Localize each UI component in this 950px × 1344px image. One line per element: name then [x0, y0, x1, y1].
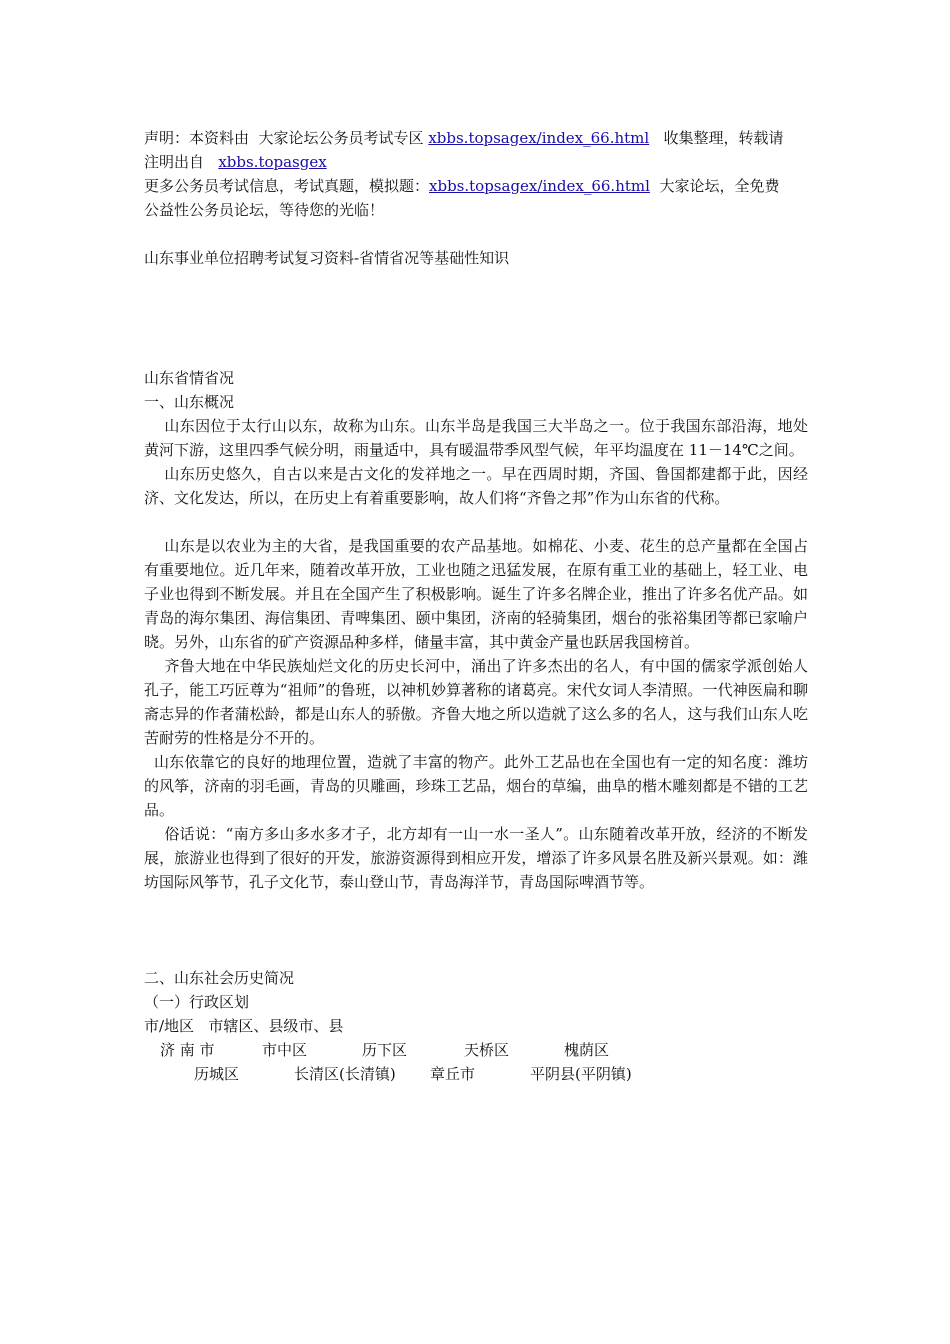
- part1-heading: 一、山东概况: [144, 393, 235, 411]
- paragraph: 山东因位于太行山以东，故称为山东。山东半岛是我国三大半岛之一。位于我国东部沿海，地处黄河下游，这里四季气候分明，雨量适中，具有暖温带季风型气候，年平均温度在 11－14℃之间。: [144, 417, 808, 459]
- table-cell: 槐荫区: [564, 1041, 610, 1059]
- table-row: [144, 1038, 808, 1062]
- section-title: 山东省情省况: [144, 369, 235, 387]
- table-cell: 章丘市: [430, 1065, 476, 1083]
- table-cell: 长清区(长清镇): [294, 1065, 396, 1083]
- paragraph: 齐鲁大地在中华民族灿烂文化的历史长河中，涌出了许多杰出的名人，有中国的儒家学派创始人孔子，能工巧匠尊为“祖师”的鲁班，以神机妙算著称的诸葛亮。宋代女词人李清照。一代神医扁和聊斋志异的作者蒲松龄，都是山东人的骄傲。齐鲁大地之所以造就了这么多的名人，这与我们山东人吃苦耐劳的性格是分不开的。: [144, 657, 808, 747]
- notice-text: 声明：本资料由 大家论坛公务员考试专区: [144, 129, 429, 147]
- document-title: 山东事业单位招聘考试复习资料-省情省况等基础性知识: [144, 249, 510, 267]
- notice-text: 收集整理，转载请: [649, 129, 784, 147]
- table-cell: 平阴县(平阴镇): [530, 1065, 632, 1083]
- table-cell: 历下区: [362, 1041, 408, 1059]
- table-row: [144, 1062, 808, 1086]
- paragraph: 俗话说：“南方多山多水多才子，北方却有一山一水一圣人”。山东随着改革开放，经济的不断发展，旅游业也得到了很好的开发，旅游资源得到相应开发，增添了许多风景名胜及新兴景观。如：潍坊国际风筝节，孔子文化节，泰山登山节，青岛海洋节，青岛国际啤酒节等。: [144, 825, 808, 891]
- notice-line-3: [144, 174, 808, 198]
- table-cell: 市中区: [262, 1041, 308, 1059]
- table-cell: 天桥区: [464, 1041, 510, 1059]
- notice-block: [144, 126, 808, 222]
- notice-line-1: [144, 126, 808, 150]
- notice-text: 注明出自: [144, 153, 219, 171]
- forum-link[interactable]: xbbs.topsagex/index_66.html: [429, 177, 650, 195]
- notice-text: 更多公务员考试信息，考试真题，模拟题：: [144, 177, 430, 195]
- source-link[interactable]: xbbs.topasgex: [218, 153, 327, 171]
- part2-heading: 二、山东社会历史简况: [144, 969, 295, 987]
- paragraph: 山东是以农业为主的大省，是我国重要的农产品基地。如棉花、小麦、花生的总产量都在全国占有重要地位。近几年来，随着改革开放，工业也随之迅猛发展，在原有重工业的基础上，轻工业、电子业也得到不断发展。并且在全国产生了积极影响。诞生了许多名牌企业，推出了许多名优产品。如青岛的海尔集团、海信集团、青啤集团、颐中集团，济南的轻骑集团，烟台的张裕集团等都已家喻户晓。另外，山东省的矿产资源品种多样，储量丰富，其中黄金产量也跃居我国榜首。: [144, 537, 808, 651]
- table-header: 市/地区 市辖区、县级市、县: [144, 1017, 344, 1035]
- notice-line-2: [144, 150, 808, 174]
- paragraph: 山东历史悠久，自古以来是古文化的发祥地之一。早在西周时期，齐国、鲁国都建都于此，因经济、文化发达，所以，在历史上有着重要影响，故人们将“齐鲁之邦”作为山东省的代称。: [144, 465, 808, 507]
- paragraph: 山东依靠它的良好的地理位置，造就了丰富的物产。此外工艺品也在全国也有一定的知名度：潍坊的风筝，济南的羽毛画，青岛的贝雕画，珍珠工艺品，烟台的草编，曲阜的楷木雕刻都是不错的工艺品。: [144, 753, 808, 819]
- table-cell: 济 南 市: [160, 1041, 215, 1059]
- table-cell: 历城区: [194, 1065, 240, 1083]
- forum-link[interactable]: xbbs.topsagex/index_66.html: [428, 129, 650, 147]
- document-page: [144, 126, 808, 1086]
- part2-subheading: （一）行政区划: [144, 993, 250, 1011]
- notice-text: 大家论坛，全免费: [649, 177, 780, 195]
- notice-line-4: 公益性公务员论坛，等待您的光临！: [144, 201, 385, 219]
